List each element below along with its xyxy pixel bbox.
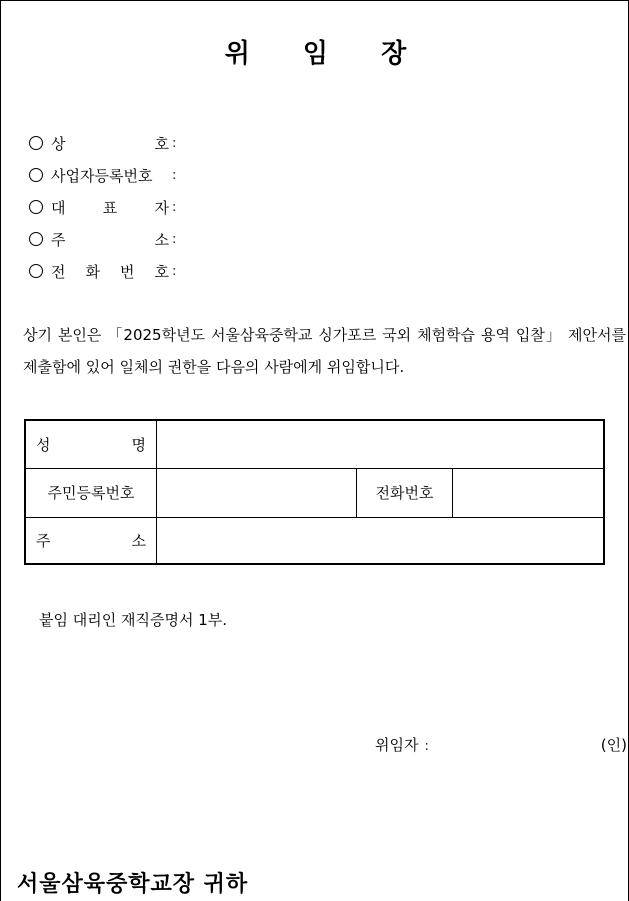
colon: : <box>172 135 177 151</box>
delegator-signature-line <box>375 734 627 755</box>
phone-label: 전 화 번 호 <box>51 262 169 281</box>
trade-name-label: 상 호 <box>51 134 169 153</box>
phone-value-cell[interactable] <box>453 468 605 517</box>
circle-bullet-icon <box>29 168 43 182</box>
table-row-name <box>25 420 604 468</box>
colon: : <box>172 263 177 279</box>
colon: : <box>424 739 429 754</box>
circle-bullet-icon <box>29 136 43 150</box>
representative-label: 대 표 자 <box>51 198 169 217</box>
circle-bullet-icon <box>29 200 43 214</box>
info-row-trade-name <box>29 127 176 159</box>
delegation-statement: 상기 본인은 「2025학년도 서울삼육중학교 싱가포르 국외 체험학습 용역 입찰」 제안서를 제출함에 있어 일체의 권한을 다음의 사람에게 위임합니다. <box>23 326 626 376</box>
recipient-line: 서울삼육중학교장 귀하 <box>17 872 249 897</box>
info-row-business-reg-no <box>29 159 176 191</box>
info-row-phone <box>29 255 176 287</box>
info-row-address <box>29 223 176 255</box>
address-label: 주 소 <box>51 230 169 249</box>
address-value-cell[interactable] <box>157 517 605 564</box>
circle-bullet-icon <box>29 232 43 246</box>
resident-reg-no-label-cell: 주민등록번호 <box>25 468 157 517</box>
company-info-list <box>29 127 176 287</box>
circle-bullet-icon <box>29 264 43 278</box>
table-row-reg-phone <box>25 468 604 517</box>
colon: : <box>172 167 177 183</box>
attachment-note: 붙임 대리인 재직증명서 1부. <box>39 611 228 629</box>
name-label-cell: 성 명 <box>25 420 157 468</box>
phone-label-cell: 전화번호 <box>357 468 453 517</box>
delegator-label-group <box>375 734 429 755</box>
colon: : <box>172 199 177 215</box>
delegator-label: 위임자 <box>375 736 419 754</box>
table-row-address <box>25 517 604 564</box>
name-value-cell[interactable] <box>157 420 605 468</box>
info-row-representative <box>29 191 176 223</box>
colon: : <box>172 231 177 247</box>
seal-mark: (인) <box>600 736 627 754</box>
document-title: 위 임 장 <box>224 39 429 69</box>
resident-reg-no-value-cell[interactable] <box>157 468 357 517</box>
address-label-cell: 주 소 <box>25 517 157 564</box>
proxy-info-table <box>24 419 605 565</box>
business-reg-no-label: 사업자등록번호 <box>51 166 153 185</box>
